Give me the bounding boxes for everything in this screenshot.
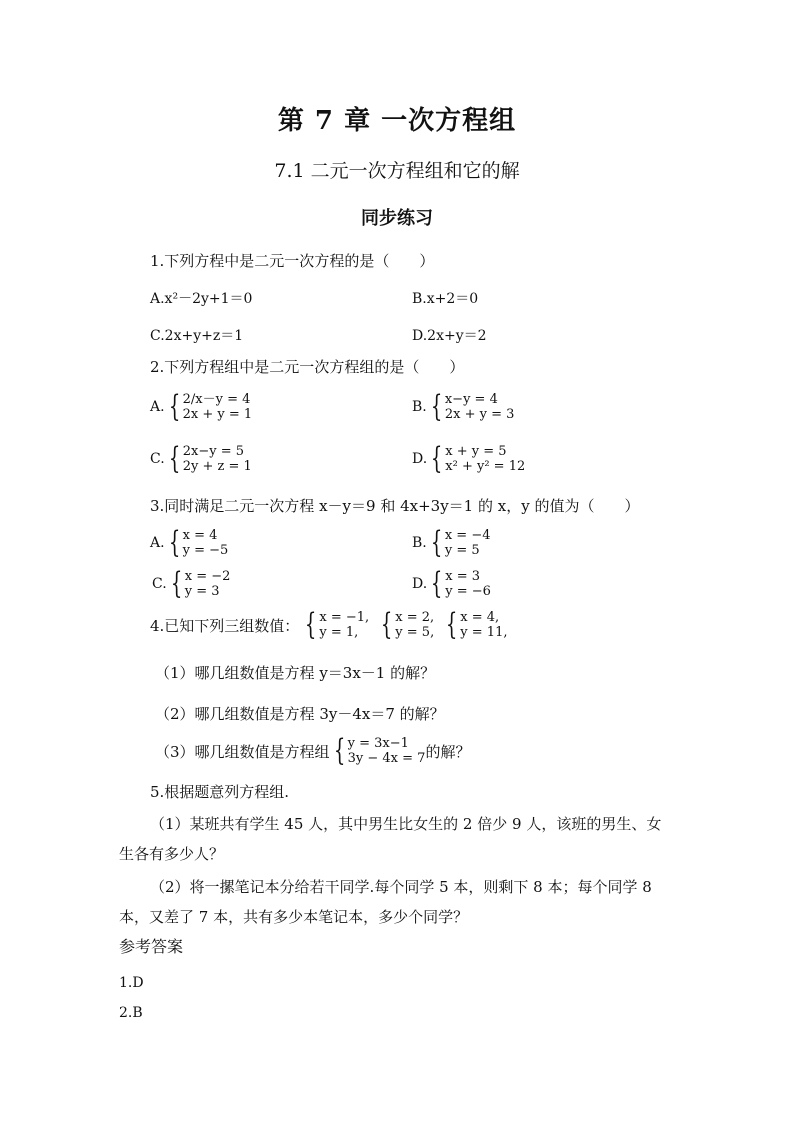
brace-icon: {	[431, 441, 443, 476]
option-label: D.	[412, 576, 428, 592]
q2-option-c	[150, 441, 252, 476]
q5-part-1-line-2: 生各有多少人？	[119, 845, 225, 863]
q5-part-1-line-1: （1）某班共有学生 45 人，其中男生比女生的 2 倍少 9 人，该班的男生、女	[150, 815, 662, 833]
answer-1: 1.D	[119, 975, 144, 991]
option-label: D.	[412, 451, 428, 467]
q4-part-3	[155, 733, 471, 768]
q5-part-2-line-1: （2）将一摞笔记本分给若干同学.每个同学 5 本，则剩下 8 本；每个同学 8	[150, 878, 652, 896]
q1-option-d: D.2x+y＝2	[412, 328, 487, 344]
q4-part-2: （2）哪几组数值是方程 3y－4x＝7 的解？	[155, 705, 445, 723]
brace-icon: {	[381, 607, 393, 642]
equation-line: x = −2	[184, 569, 231, 584]
q3-option-b	[412, 525, 491, 560]
section-title: 7.1 二元一次方程组和它的解	[274, 160, 520, 182]
answers-heading: 参考答案	[119, 937, 184, 956]
option-label: C.	[150, 451, 165, 467]
q5-part-2-line-2: 本，又差了 7 本，共有多少本笔记本，多少个同学？	[119, 908, 469, 926]
option-label: B.	[412, 535, 427, 551]
option-label: A.	[150, 399, 165, 415]
option-label: C.	[152, 576, 167, 592]
equation-line: x = −1,	[319, 610, 370, 625]
equation-line: 2y + z = 1	[182, 459, 252, 474]
q4-part-3-prefix: （3）哪几组数值是方程组	[155, 742, 330, 761]
q2-option-d	[412, 441, 526, 476]
equation-line: 2x + y = 3	[444, 407, 515, 422]
equation-line: 2x + y = 1	[182, 407, 253, 422]
q4-part-3-suffix: 的解？	[425, 742, 471, 761]
equation-line: 3y − 4x = 7	[347, 751, 426, 766]
brace-icon: {	[168, 525, 180, 560]
q1-option-c: C.2x+y+z＝1	[150, 328, 244, 344]
equation-line: 2x−y = 5	[182, 444, 245, 459]
equation-line: x = 3	[445, 569, 481, 584]
option-label: B.	[412, 399, 427, 415]
answer-2: 2.B	[119, 1005, 143, 1021]
chapter-title: 第 7 章 一次方程组	[277, 106, 517, 136]
equation-line: y = −5	[182, 543, 229, 558]
q3-option-c	[152, 566, 231, 601]
equation-line: y = 11,	[460, 625, 508, 640]
q3-stem: 3.同时满足二元一次方程 x－y＝9 和 4x+3y＝1 的 x，y 的值为（ ）	[150, 497, 640, 515]
q2-stem: 2.下列方程组中是二元一次方程组的是（ ）	[150, 358, 465, 376]
q3-option-a	[150, 525, 229, 560]
q2-option-a	[150, 389, 253, 424]
q1-option-a: A.x²－2y+1＝0	[150, 291, 253, 307]
equation-line: x² + y² = 12	[445, 459, 526, 474]
equation-line: y = 1,	[319, 625, 359, 640]
q4-stem: 4.已知下列三组数值：	[150, 616, 300, 635]
equation-line: x = −4	[444, 528, 491, 543]
option-label: A.	[150, 535, 165, 551]
equation-line: x−y = 4	[444, 392, 498, 407]
equation-line: y = −6	[445, 584, 491, 599]
equation-line: y = 3	[184, 584, 220, 599]
equation-line: x = 4,	[460, 610, 500, 625]
equation-line: y = 3x−1	[347, 736, 409, 751]
brace-icon: {	[168, 441, 180, 476]
q5-stem: 5.根据题意列方程组.	[150, 783, 290, 801]
brace-icon: {	[168, 389, 180, 424]
equation-line: y = 5	[444, 543, 480, 558]
q3-option-d	[412, 566, 491, 601]
q1-stem: 1.下列方程中是二元一次方程的是（ ）	[150, 252, 435, 270]
q4-stem-row	[150, 607, 508, 642]
brace-icon: {	[333, 733, 345, 768]
q4-part-1: （1）哪几组数值是方程 y＝3x－1 的解？	[155, 664, 436, 682]
brace-icon: {	[170, 566, 182, 601]
brace-icon: {	[305, 607, 317, 642]
brace-icon: {	[446, 607, 458, 642]
equation-line: x = 2,	[395, 610, 435, 625]
q2-option-b	[412, 389, 515, 424]
brace-icon: {	[431, 566, 443, 601]
brace-icon: {	[430, 525, 443, 560]
equation-line: y = 5,	[395, 625, 435, 640]
equation-line: x = 4	[182, 528, 218, 543]
practice-title: 同步练习	[361, 208, 433, 229]
brace-icon: {	[430, 389, 443, 424]
equation-line: x + y = 5	[445, 444, 507, 459]
q1-option-b: B.x+2＝0	[412, 291, 479, 307]
equation-line: 2/x－y = 4	[182, 392, 251, 407]
